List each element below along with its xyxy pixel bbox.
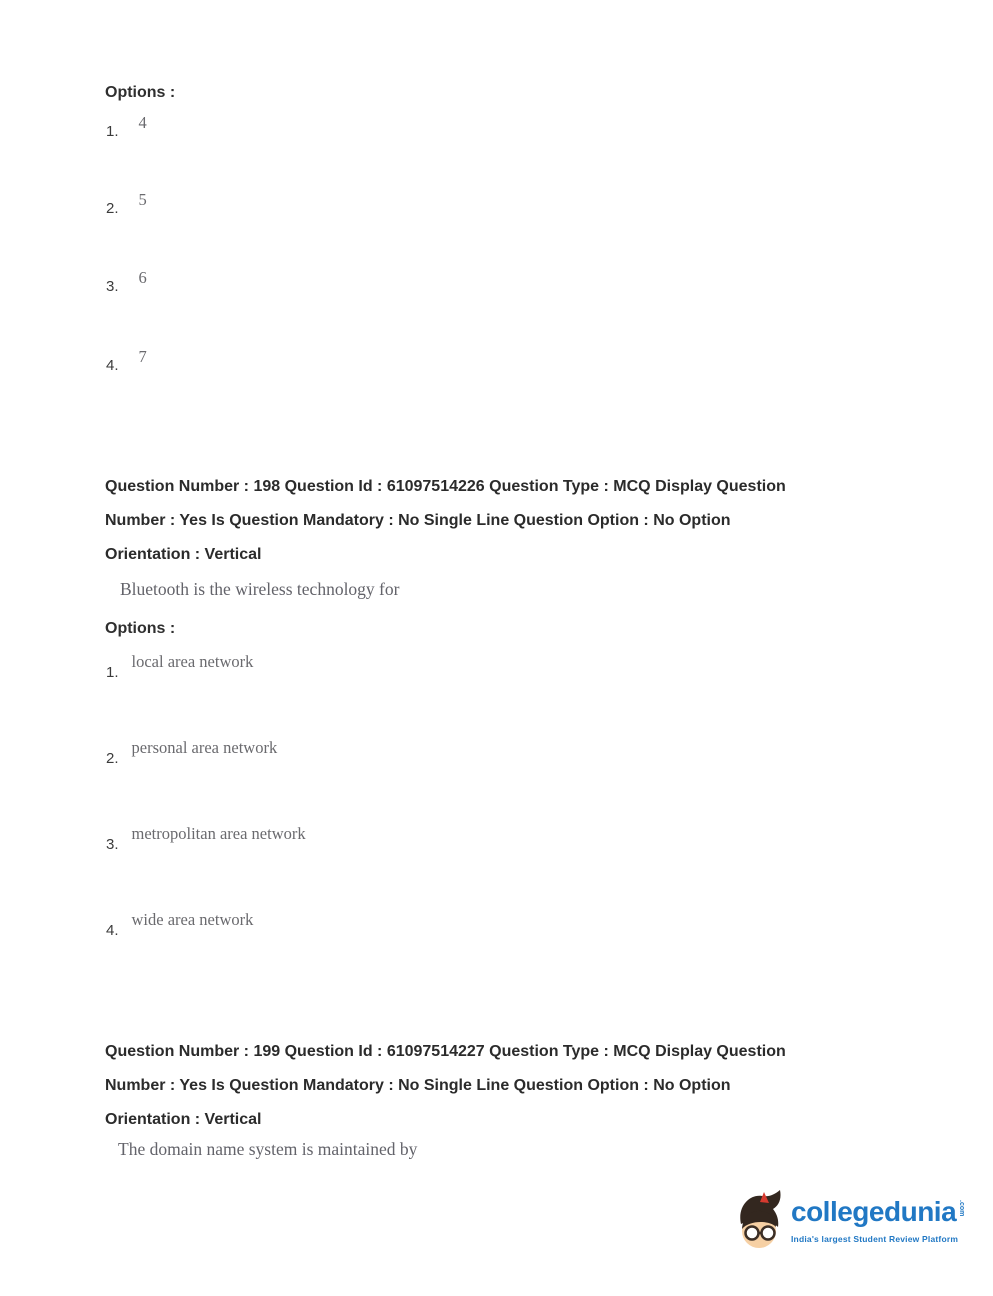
option-number: 4. <box>106 357 119 374</box>
option-row <box>106 347 147 375</box>
brand-suffix: .com <box>958 1200 966 1217</box>
option-number: 1. <box>106 664 119 681</box>
option-value: 6 <box>138 268 147 287</box>
question-header-line: Number : Yes Is Question Mandatory : No Single Line Question Option : No Option <box>105 1077 731 1094</box>
question-198-text: Bluetooth is the wireless technology for <box>120 579 400 599</box>
brand-tagline: India's largest Student Review Platform <box>791 1234 959 1244</box>
option-row <box>106 824 306 854</box>
question-header-line: Number : Yes Is Question Mandatory : No Single Line Question Option : No Option <box>105 512 731 529</box>
option-row <box>106 738 278 768</box>
question-header-line: Orientation : Vertical <box>105 1111 262 1128</box>
option-value: local area network <box>131 652 254 671</box>
question-199-header <box>105 1035 786 1137</box>
options-label: Options : <box>105 84 176 101</box>
option-value: 5 <box>138 190 147 209</box>
option-number: 1. <box>106 123 119 140</box>
option-number: 2. <box>106 200 119 217</box>
option-row <box>106 910 254 940</box>
option-value: personal area network <box>131 738 278 757</box>
collegedunia-logo <box>735 1190 965 1257</box>
option-value: 4 <box>138 113 147 132</box>
brand-text: collegedunia <box>791 1196 957 1227</box>
option-row <box>106 190 147 218</box>
option-row <box>106 652 254 682</box>
question-198-header <box>105 470 786 572</box>
option-number: 4. <box>106 922 119 939</box>
question-header-line: Orientation : Vertical <box>105 546 262 563</box>
question-199-text: The domain name system is maintained by <box>118 1139 418 1159</box>
question-header-line: Question Number : 199 Question Id : 61097514227 Question Type : MCQ Display Question <box>105 1043 786 1060</box>
options-label: Options : <box>105 620 176 637</box>
logo-text-column <box>791 1190 965 1244</box>
question-header-line: Question Number : 198 Question Id : 61097514226 Question Type : MCQ Display Question <box>105 478 786 495</box>
option-number: 3. <box>106 836 119 853</box>
option-value: 7 <box>138 347 147 366</box>
option-value: metropolitan area network <box>131 824 306 843</box>
mascot-icon <box>735 1190 785 1257</box>
option-row <box>106 268 147 296</box>
option-number: 2. <box>106 750 119 767</box>
option-number: 3. <box>106 278 119 295</box>
option-value: wide area network <box>131 910 254 929</box>
option-row <box>106 113 147 141</box>
brand-row <box>791 1198 965 1226</box>
